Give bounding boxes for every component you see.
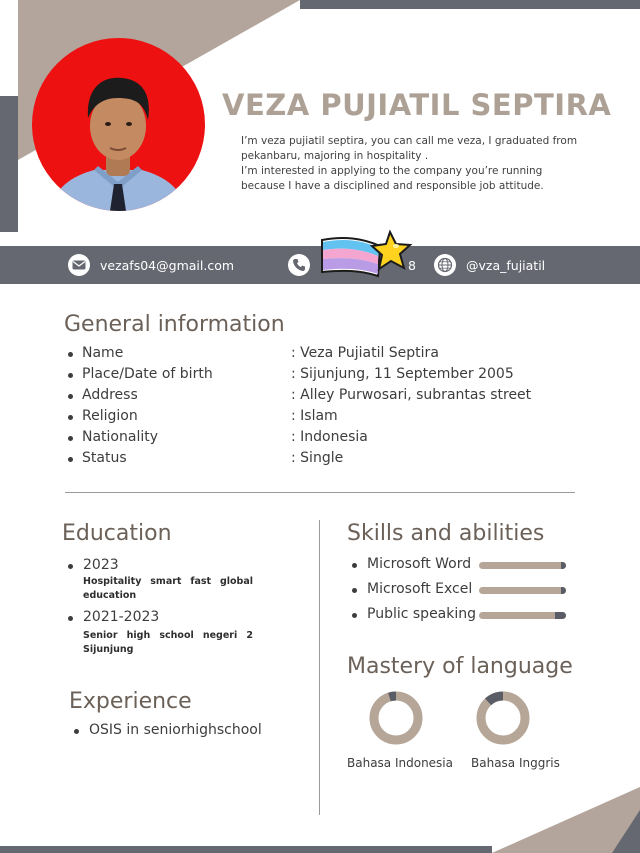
- section-title-education: Education: [62, 521, 172, 546]
- education-year: 2023: [83, 557, 119, 573]
- intro-line: pekanbaru, majoring in hospitality .: [241, 150, 429, 162]
- skill-level-bar: [479, 562, 566, 569]
- info-label: Nationality: [82, 429, 159, 445]
- education-year: 2021-2023: [83, 609, 160, 625]
- info-row: [64, 387, 584, 408]
- education-item: [62, 609, 262, 657]
- rainbow-star-sticker: [316, 228, 420, 284]
- skills-list: [346, 556, 576, 631]
- intro-line: because I have a disciplined and responsible job attitude.: [241, 180, 544, 192]
- contact-social[interactable]: [434, 253, 545, 277]
- skill-level-fill: [561, 562, 566, 569]
- contact-email[interactable]: [68, 253, 234, 277]
- education-item: [62, 557, 262, 603]
- experience-list: [68, 722, 308, 738]
- info-label: Religion: [82, 408, 138, 424]
- language-name: Bahasa Inggris: [471, 756, 560, 770]
- candidate-name: VEZA PUJIATIL SEPTIRA: [222, 88, 612, 122]
- skill-item: [346, 581, 576, 606]
- language-donut: [473, 688, 533, 748]
- education-desc: Senior high school negeri 2 Sijunjung: [83, 630, 253, 655]
- general-information-section: [64, 312, 584, 471]
- experience-item: OSIS in seniorhighschool: [68, 722, 308, 738]
- skill-name: Microsoft Word: [367, 556, 472, 572]
- info-value: : Veza Pujiatil Septira: [291, 345, 439, 361]
- info-row: [64, 429, 584, 450]
- language-name: Bahasa Indonesia: [347, 756, 453, 770]
- email-text[interactable]: vezafs04@gmail.com: [100, 257, 235, 273]
- info-row: [64, 345, 584, 366]
- info-row: [64, 408, 584, 429]
- skill-name: Microsoft Excel: [367, 581, 473, 597]
- info-row: [64, 366, 584, 387]
- education-desc: Hospitality smart fast global education: [83, 576, 253, 601]
- skill-level-bar: [479, 587, 566, 594]
- general-info-list: [64, 345, 584, 471]
- info-label: Place/Date of birth: [82, 366, 213, 382]
- education-list: [62, 557, 262, 657]
- info-label: Address: [82, 387, 138, 403]
- language-donut: [366, 688, 426, 748]
- section-title-experience: Experience: [69, 689, 192, 714]
- info-row: [64, 450, 584, 471]
- section-title-language: Mastery of language: [347, 654, 573, 679]
- skill-level-fill: [555, 612, 566, 619]
- skill-name: Public speaking: [367, 606, 477, 622]
- section-divider-vertical: [319, 520, 320, 815]
- globe-icon: [434, 254, 456, 276]
- person-portrait-icon: [32, 38, 205, 211]
- section-title-general: General information: [64, 312, 285, 337]
- info-value: : Alley Purwosari, subrantas street: [291, 387, 532, 403]
- info-value: : Islam: [291, 408, 338, 424]
- donut-track: [374, 696, 418, 740]
- profile-photo: [32, 38, 205, 211]
- intro-line: I’m interested in applying to the company you’re running: [241, 165, 543, 177]
- section-title-skills: Skills and abilities: [347, 521, 545, 546]
- skill-item: [346, 606, 576, 631]
- info-label: Name: [82, 345, 124, 361]
- phone-text[interactable]: 8: [408, 257, 416, 273]
- info-label: Status: [82, 450, 127, 466]
- info-value: : Sijunjung, 11 September 2005: [291, 366, 514, 382]
- info-value: : Single: [291, 450, 344, 466]
- info-value: : Indonesia: [291, 429, 368, 445]
- intro-text: [241, 134, 581, 194]
- mail-icon: [68, 254, 90, 276]
- skill-level-bar: [479, 612, 566, 619]
- phone-icon: [288, 254, 310, 276]
- skill-level-fill: [561, 587, 566, 594]
- skill-item: [346, 556, 576, 581]
- intro-line: I’m veza pujiatil septira, you can call me veza, I graduated from: [241, 135, 578, 147]
- social-handle[interactable]: @vza_fujiatil: [466, 257, 546, 273]
- section-divider-horizontal: [65, 492, 575, 493]
- donut-track: [481, 696, 525, 740]
